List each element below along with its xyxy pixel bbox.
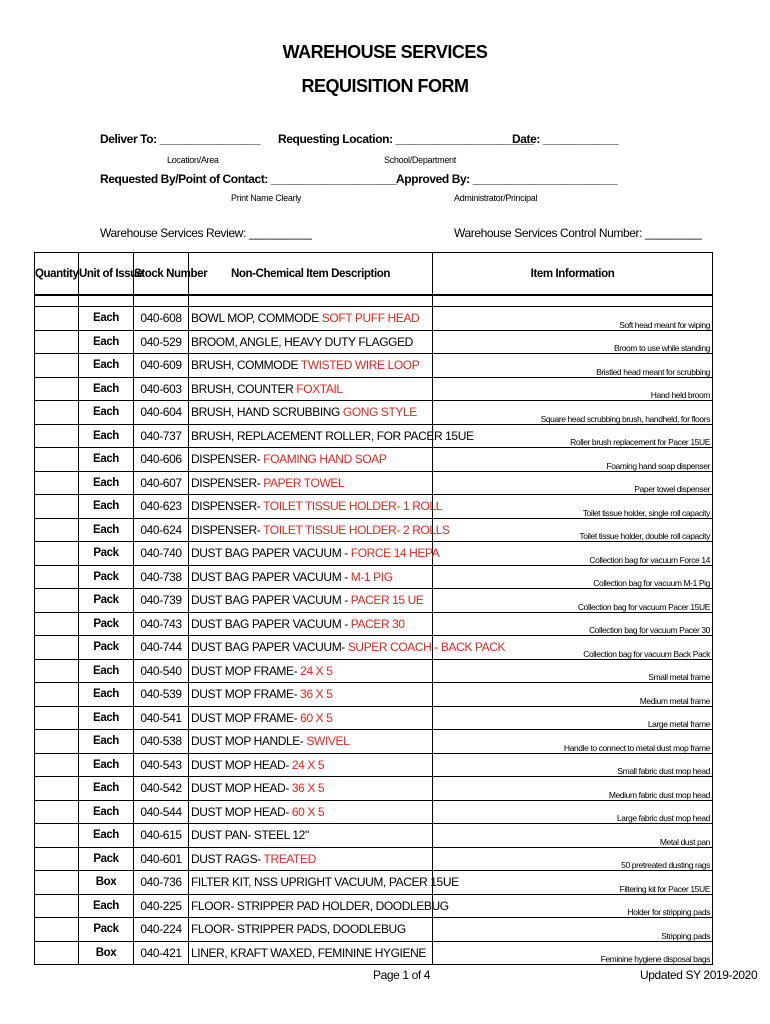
description-variant-text: FOXTAIL <box>296 381 343 396</box>
table-header-row <box>35 253 713 296</box>
table-row <box>35 377 713 401</box>
description-cell <box>189 495 442 519</box>
description-variant-text: SOFT PUFF HEAD <box>321 311 420 326</box>
item-information-cell: Stripping pads <box>433 918 713 942</box>
description-text: DUST MOP HEAD- <box>191 781 292 796</box>
table-row <box>35 424 713 448</box>
description-variant-text: 24 X 5 <box>300 663 333 678</box>
requested-by-field[interactable]: Requested By/Point of Contact: ____________________ <box>100 172 397 186</box>
unit-of-issue-cell: Each <box>79 777 134 801</box>
description-variant-text: 60 X 5 <box>300 710 333 725</box>
description-cell <box>189 918 433 942</box>
quantity-cell[interactable] <box>35 448 79 472</box>
table-row <box>35 471 713 495</box>
stock-number-cell: 040-740 <box>134 542 189 566</box>
unit-of-issue-cell: Each <box>79 495 134 519</box>
quantity-cell[interactable] <box>35 565 79 589</box>
date-field[interactable]: Date: ____________ <box>512 132 619 146</box>
description-variant-text: PACER 15 UE <box>350 593 424 608</box>
description-text: DUST BAG PAPER VACUUM - <box>191 546 351 561</box>
quantity-cell[interactable] <box>35 612 79 636</box>
deliver-to-field[interactable]: Deliver To: ________________ <box>100 132 261 146</box>
item-information-cell: Large metal frame <box>433 706 713 730</box>
description-cell <box>189 612 433 636</box>
description-variant-text: GONG STYLE <box>342 405 417 420</box>
quantity-cell[interactable] <box>35 683 79 707</box>
stock-number-cell: 040-624 <box>134 518 189 542</box>
description-cell <box>189 941 433 965</box>
quantity-cell[interactable] <box>35 636 79 660</box>
description-variant-text: 24 X 5 <box>291 757 325 772</box>
description-text: DUST BAG PAPER VACUUM - <box>191 616 351 631</box>
description-text: FILTER KIT, NSS UPRIGHT VACUUM, PACER 15UE <box>191 875 459 890</box>
unit-of-issue-cell: Pack <box>79 565 134 589</box>
requesting-location-field[interactable]: Requesting Location: ______________________ <box>278 132 534 146</box>
description-text: LINER, KRAFT WAXED, FEMININE HYGIENE <box>191 945 426 960</box>
item-information-cell: Medium fabric dust mop head <box>433 777 713 801</box>
quantity-cell[interactable] <box>35 753 79 777</box>
description-text: BROOM, ANGLE, HEAVY DUTY FLAGGED <box>191 334 413 349</box>
description-cell <box>189 330 433 354</box>
item-information-cell: Collection bag for vacuum Back Pack <box>433 636 713 660</box>
item-information-cell: Small metal frame <box>433 659 713 683</box>
description-text: DUST PAN- STEEL 12" <box>191 828 309 843</box>
description-cell <box>189 847 433 871</box>
unit-of-issue-cell: Each <box>79 401 134 425</box>
description-cell <box>189 636 506 660</box>
description-text: BOWL MOP, COMMODE <box>191 311 322 326</box>
item-information-cell: Bristled head meant for scrubbing <box>433 354 713 378</box>
description-variant-text: TWISTED WIRE LOOP <box>300 358 420 373</box>
table-row <box>35 565 713 589</box>
stock-number-cell: 040-608 <box>134 307 189 331</box>
stock-number-cell: 040-604 <box>134 401 189 425</box>
description-cell <box>189 471 433 495</box>
description-cell <box>189 871 459 895</box>
description-cell <box>189 424 474 448</box>
unit-of-issue-cell: Pack <box>79 542 134 566</box>
description-text: DUST MOP FRAME- <box>191 663 301 678</box>
item-information-cell: Foaming hand soap dispenser <box>433 448 713 472</box>
stock-number-cell: 040-224 <box>134 918 189 942</box>
stock-number-cell: 040-538 <box>134 730 189 754</box>
description-variant-text: 36 X 5 <box>300 687 333 702</box>
description-text: BRUSH, HAND SCRUBBING <box>191 405 343 420</box>
description-text: DUST MOP FRAME- <box>191 710 301 725</box>
description-cell <box>189 354 433 378</box>
description-cell <box>189 800 433 824</box>
description-text: BRUSH, COMMODE <box>191 358 301 373</box>
page-number: Page 1 of 4 <box>373 968 430 982</box>
quantity-cell[interactable] <box>35 847 79 871</box>
stock-number-cell: 040-615 <box>134 824 189 848</box>
unit-of-issue-cell: Each <box>79 683 134 707</box>
description-text: FLOOR- STRIPPER PADS, DOODLEBUG <box>191 922 406 937</box>
quantity-cell[interactable] <box>35 894 79 918</box>
item-information-cell: Filtering kit for Pacer 15UE <box>433 871 713 895</box>
table-row <box>35 871 713 895</box>
description-text: DISPENSER- <box>191 522 264 537</box>
unit-of-issue-cell: Pack <box>79 589 134 613</box>
item-information-cell: 50 pretreated dusting rags <box>433 847 713 871</box>
description-variant-text: TREATED <box>263 851 316 866</box>
table-row <box>35 941 713 965</box>
table-row <box>35 659 713 683</box>
table-row <box>35 495 713 519</box>
unit-of-issue-cell: Each <box>79 448 134 472</box>
table-row <box>35 636 713 660</box>
table-row <box>35 518 713 542</box>
item-information-cell: Collection bag for vacuum Force 14 <box>433 542 713 566</box>
description-cell <box>189 518 450 542</box>
col-header-quantity: Quantity <box>35 253 79 296</box>
table-row <box>35 706 713 730</box>
stock-number-cell: 040-541 <box>134 706 189 730</box>
table-row <box>35 612 713 636</box>
stock-number-cell: 040-623 <box>134 495 189 519</box>
description-cell <box>189 589 433 613</box>
unit-of-issue-cell: Each <box>79 824 134 848</box>
table-row <box>35 448 713 472</box>
description-cell <box>189 448 433 472</box>
quantity-cell[interactable] <box>35 730 79 754</box>
stock-number-cell: 040-736 <box>134 871 189 895</box>
stock-number-cell: 040-544 <box>134 800 189 824</box>
quantity-cell[interactable] <box>35 424 79 448</box>
stock-number-cell: 040-606 <box>134 448 189 472</box>
quantity-cell[interactable] <box>35 401 79 425</box>
description-cell <box>189 565 433 589</box>
description-text: DISPENSER- <box>191 499 264 514</box>
description-variant-text: TOILET TISSUE HOLDER- 2 ROLLS <box>263 522 450 537</box>
unit-of-issue-cell: Each <box>79 518 134 542</box>
stock-number-cell: 040-744 <box>134 636 189 660</box>
quantity-cell[interactable] <box>35 706 79 730</box>
description-text: BRUSH, REPLACEMENT ROLLER, FOR PACER 15UE <box>191 428 474 443</box>
description-text: DUST BAG PAPER VACUUM - <box>191 569 351 584</box>
description-cell <box>189 777 433 801</box>
school-department-caption: School/Department <box>384 155 456 165</box>
quantity-cell[interactable] <box>35 330 79 354</box>
stock-number-cell: 040-603 <box>134 377 189 401</box>
table-spacer-row <box>35 295 713 307</box>
item-information-cell: Collection bag for vacuum Pacer 15UE <box>433 589 713 613</box>
description-variant-text: PACER 30 <box>350 616 405 631</box>
description-cell <box>189 894 449 918</box>
item-information-cell: Broom to use while standing <box>433 330 713 354</box>
item-information-cell: Toilet tissue holder, double roll capacity <box>433 518 713 542</box>
table-row <box>35 894 713 918</box>
quantity-cell[interactable] <box>35 495 79 519</box>
table-row <box>35 307 713 331</box>
quantity-cell[interactable] <box>35 871 79 895</box>
description-text: DUST MOP FRAME- <box>191 687 301 702</box>
stock-number-cell: 040-601 <box>134 847 189 871</box>
description-text: DUST MOP HEAD- <box>191 804 292 819</box>
item-information-cell: Handle to connect to metal dust mop frame <box>433 730 713 754</box>
description-cell <box>189 706 433 730</box>
stock-number-cell: 040-609 <box>134 354 189 378</box>
table-row <box>35 918 713 942</box>
item-information-cell: Roller brush replacement for Pacer 15UE <box>433 424 713 448</box>
unit-of-issue-cell: Each <box>79 307 134 331</box>
unit-of-issue-cell: Each <box>79 424 134 448</box>
table-row <box>35 777 713 801</box>
description-text: BRUSH, COUNTER <box>191 381 297 396</box>
item-information-cell: Holder for stripping pads <box>433 894 713 918</box>
unit-of-issue-cell: Each <box>79 753 134 777</box>
description-text: DUST BAG PAPER VACUUM- <box>191 640 348 655</box>
item-information-cell: Metal dust pan <box>433 824 713 848</box>
unit-of-issue-cell: Each <box>79 659 134 683</box>
unit-of-issue-cell: Each <box>79 894 134 918</box>
unit-of-issue-cell: Pack <box>79 918 134 942</box>
stock-number-cell: 040-540 <box>134 659 189 683</box>
quantity-cell[interactable] <box>35 918 79 942</box>
location-area-caption: Location/Area <box>167 155 219 165</box>
description-cell <box>189 542 440 566</box>
updated-note: Updated SY 2019-2020 <box>640 968 758 982</box>
stock-number-cell: 040-739 <box>134 589 189 613</box>
description-cell <box>189 307 433 331</box>
requisition-table <box>34 252 713 965</box>
stock-number-cell: 040-539 <box>134 683 189 707</box>
stock-number-cell: 040-743 <box>134 612 189 636</box>
quantity-cell[interactable] <box>35 824 79 848</box>
form-title-line2: REQUISITION FORM <box>301 76 469 96</box>
description-variant-text: FOAMING HAND SOAP <box>263 452 387 467</box>
description-variant-text: PAPER TOWEL <box>263 475 345 490</box>
item-information-cell: Large fabric dust mop head <box>433 800 713 824</box>
quantity-cell[interactable] <box>35 354 79 378</box>
stock-number-cell: 040-225 <box>134 894 189 918</box>
description-variant-text: SWIVEL <box>306 734 350 749</box>
description-text: DUST MOP HEAD- <box>191 757 292 772</box>
quantity-cell[interactable] <box>35 800 79 824</box>
quantity-cell[interactable] <box>35 377 79 401</box>
description-cell <box>189 824 433 848</box>
item-information-cell: Toilet tissue holder, single roll capacity <box>433 495 713 519</box>
stock-number-cell: 040-421 <box>134 941 189 965</box>
item-information-cell: Square head scrubbing brush, handheld, for floors <box>433 401 713 425</box>
description-cell <box>189 659 433 683</box>
col-header-stock-number: Stock Number <box>134 253 189 296</box>
table-row <box>35 330 713 354</box>
control-number-field[interactable]: Warehouse Services Control Number: _________ <box>454 226 702 240</box>
unit-of-issue-cell: Each <box>79 377 134 401</box>
col-header-item-information: Item Information <box>433 253 713 296</box>
unit-of-issue-cell: Box <box>79 871 134 895</box>
table-row <box>35 401 713 425</box>
unit-of-issue-cell: Each <box>79 471 134 495</box>
quantity-cell[interactable] <box>35 589 79 613</box>
table-row <box>35 589 713 613</box>
stock-number-cell: 040-607 <box>134 471 189 495</box>
unit-of-issue-cell: Pack <box>79 612 134 636</box>
unit-of-issue-cell: Each <box>79 706 134 730</box>
description-variant-text: M-1 PIG <box>350 569 393 584</box>
description-variant-text: FORCE 14 HEPA <box>350 546 440 561</box>
description-text: DUST MOP HANDLE- <box>191 734 307 749</box>
table-row <box>35 730 713 754</box>
quantity-cell[interactable] <box>35 941 79 965</box>
quantity-cell[interactable] <box>35 518 79 542</box>
description-variant-text: 36 X 5 <box>291 781 325 796</box>
stock-number-cell: 040-542 <box>134 777 189 801</box>
item-information-cell: Collection bag for vacuum Pacer 30 <box>433 612 713 636</box>
description-text: DUST RAGS- <box>191 851 264 866</box>
form-title-line1: WAREHOUSE SERVICES <box>282 42 488 62</box>
description-text: DISPENSER- <box>191 475 264 490</box>
warehouse-review-field[interactable]: Warehouse Services Review: __________ <box>100 226 312 240</box>
unit-of-issue-cell: Pack <box>79 847 134 871</box>
table-row <box>35 800 713 824</box>
table-row <box>35 683 713 707</box>
stock-number-cell: 040-529 <box>134 330 189 354</box>
table-row <box>35 542 713 566</box>
item-information-cell: Soft head meant for wiping <box>433 307 713 331</box>
unit-of-issue-cell: Box <box>79 941 134 965</box>
unit-of-issue-cell: Each <box>79 354 134 378</box>
item-information-cell: Small fabric dust mop head <box>433 753 713 777</box>
administrator-caption: Administrator/Principal <box>454 193 538 203</box>
description-text: FLOOR- STRIPPER PAD HOLDER, DOODLEBUG <box>191 898 449 913</box>
col-header-unit-of-issue: Unit of Issue <box>79 253 134 296</box>
item-information-cell: Paper towel dispenser <box>433 471 713 495</box>
quantity-cell[interactable] <box>35 542 79 566</box>
quantity-cell[interactable] <box>35 659 79 683</box>
table-row <box>35 824 713 848</box>
quantity-cell[interactable] <box>35 777 79 801</box>
description-variant-text: SUPER COACH - BACK PACK <box>347 640 506 655</box>
unit-of-issue-cell: Each <box>79 730 134 754</box>
description-variant-text: TOILET TISSUE HOLDER- 1 ROLL <box>263 499 442 514</box>
description-text: DUST BAG PAPER VACUUM - <box>191 593 351 608</box>
item-information-cell: Feminine hygiene disposal bags <box>433 941 713 965</box>
unit-of-issue-cell: Pack <box>79 636 134 660</box>
col-header-description: Non-Chemical Item Description <box>189 253 433 296</box>
table-row <box>35 354 713 378</box>
table-row <box>35 753 713 777</box>
description-cell <box>189 730 433 754</box>
quantity-cell[interactable] <box>35 307 79 331</box>
unit-of-issue-cell: Each <box>79 330 134 354</box>
description-cell <box>189 377 433 401</box>
unit-of-issue-cell: Each <box>79 800 134 824</box>
description-text: DISPENSER- <box>191 452 264 467</box>
description-variant-text: 60 X 5 <box>291 804 325 819</box>
description-cell <box>189 401 433 425</box>
table-row <box>35 847 713 871</box>
item-information-cell: Collection bag for vacuum M-1 Pig <box>433 565 713 589</box>
stock-number-cell: 040-737 <box>134 424 189 448</box>
stock-number-cell: 040-738 <box>134 565 189 589</box>
print-name-caption: Print Name Clearly <box>231 193 302 203</box>
description-cell <box>189 753 433 777</box>
stock-number-cell: 040-543 <box>134 753 189 777</box>
description-cell <box>189 683 433 707</box>
item-information-cell: Medium metal frame <box>433 683 713 707</box>
quantity-cell[interactable] <box>35 471 79 495</box>
approved-by-field[interactable]: Approved By: _______________________ <box>396 172 618 186</box>
item-information-cell: Hand held broom <box>433 377 713 401</box>
